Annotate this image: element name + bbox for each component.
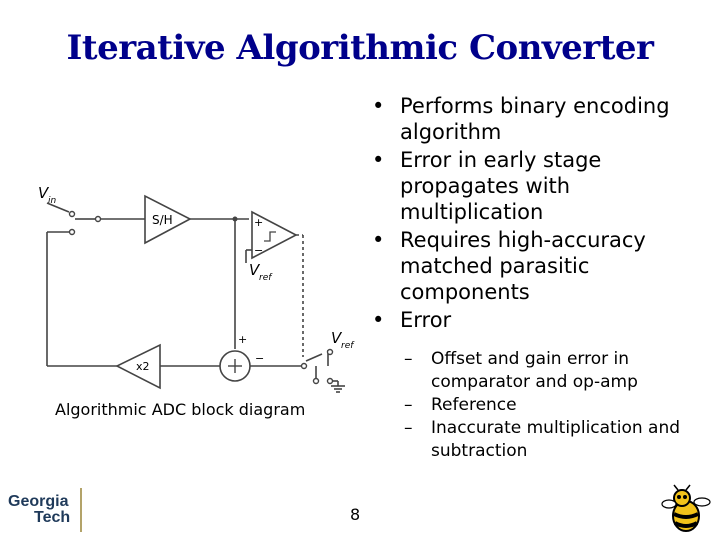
sub-bullet-item: – Reference (398, 394, 698, 417)
sub-bullet-item: – Offset and gain error in comparator and op-amp (398, 348, 698, 394)
logo-line1: Georgia (8, 493, 69, 510)
bullet-item: • Performs binary encoding algorithm (366, 93, 706, 145)
vref-label-comparator: V (249, 261, 260, 279)
sum-minus: − (255, 352, 265, 365)
vin-subscript: in (48, 196, 57, 206)
sub-bullet-item: – Inaccurate multiplication and subtraction (398, 417, 698, 463)
logo-divider (80, 488, 82, 532)
vin-label: V (38, 184, 49, 202)
vref-subscript: ref (259, 273, 272, 283)
vref-subscript: ref (341, 341, 354, 351)
vref-label-switch: V (331, 329, 342, 347)
page-number: 8 (350, 505, 361, 524)
slide-title: Iterative Algorithmic Converter (66, 28, 654, 68)
sh-label: S/H (152, 213, 173, 227)
diagram-caption: Algorithmic ADC block diagram (55, 400, 306, 419)
bullet-item: • Requires high-accuracy matched parasitic components (366, 227, 706, 305)
x2-label: x2 (136, 360, 150, 373)
logo-line2: Tech (34, 509, 71, 526)
bullet-item: • Error in early stage propagates with multiplication (366, 147, 706, 225)
comp-plus: + (254, 216, 264, 229)
comp-minus: − (254, 244, 264, 257)
bullet-item: • Error (366, 307, 706, 333)
georgia-tech-logo (6, 488, 86, 534)
sum-plus: + (238, 333, 248, 346)
yellow-jacket-icon (660, 484, 712, 536)
